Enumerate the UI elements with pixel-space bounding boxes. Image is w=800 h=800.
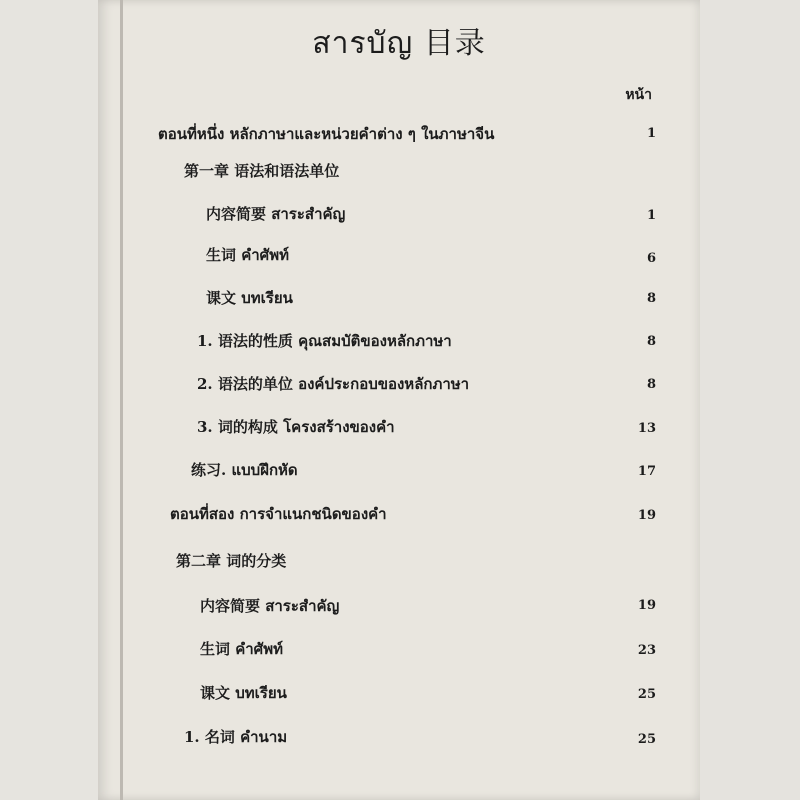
page-edge-shadow (120, 0, 123, 800)
toc-entry-page: 8 (646, 334, 656, 349)
toc-entry-page: 13 (637, 421, 656, 436)
toc-entry-text: 内容简要 สาระสำคัญ (206, 205, 346, 223)
toc-entry-text: 第一章 语法和语法单位 (184, 162, 340, 180)
toc-entry-text: 内容简要 สาระสำคัญ (200, 597, 340, 615)
toc-entry-page: 19 (637, 598, 656, 613)
toc-entry-text: 练习. แบบฝึกหัด (191, 461, 298, 479)
toc-entry-page: 1 (646, 208, 656, 223)
toc-entry-page: 8 (646, 377, 656, 392)
background-right (700, 0, 800, 800)
toc-entry-text: 3. 词的构成 โครงสร้างของคำ (197, 418, 395, 436)
toc-entry-text: 1. 名词 คำนาม (184, 728, 288, 746)
toc-entry-page: 19 (637, 508, 656, 523)
page-column-label: หน้า (625, 87, 652, 103)
toc-entry-text: 第二章 词的分类 (176, 552, 287, 570)
toc-entry-page: 17 (637, 464, 656, 479)
page-title: สารบัญ 目录 (312, 26, 486, 61)
book-page (98, 0, 700, 800)
background-left (0, 0, 98, 800)
toc-entry-text: 生词 คำศัพท์ (200, 640, 283, 658)
toc-entry-text: 课文 บทเรียน (200, 684, 287, 702)
toc-entry-text: ตอนที่สอง การจำแนกชนิดของคำ (170, 505, 387, 523)
toc-entry-page: 25 (637, 687, 656, 702)
toc-entry-page: 8 (646, 291, 656, 306)
toc-entry-page: 23 (637, 643, 656, 658)
toc-entry-page: 1 (646, 126, 656, 141)
toc-entry-text: ตอนที่หนึ่ง หลักภาษาและหน่วยคำต่าง ๆ ในภาษาจีน (158, 125, 495, 143)
toc-entry-text: 2. 语法的单位 องค์ประกอบของหลักภาษา (197, 375, 470, 393)
toc-entry-text: 生词 คำศัพท์ (206, 246, 289, 264)
toc-entry-text: 课文 บทเรียน (206, 289, 293, 307)
toc-entry-text: 1. 语法的性质 คุณสมบัติของหลักภาษา (197, 332, 452, 350)
toc-entry-page: 25 (637, 732, 656, 747)
toc-entry-page: 6 (646, 251, 656, 266)
